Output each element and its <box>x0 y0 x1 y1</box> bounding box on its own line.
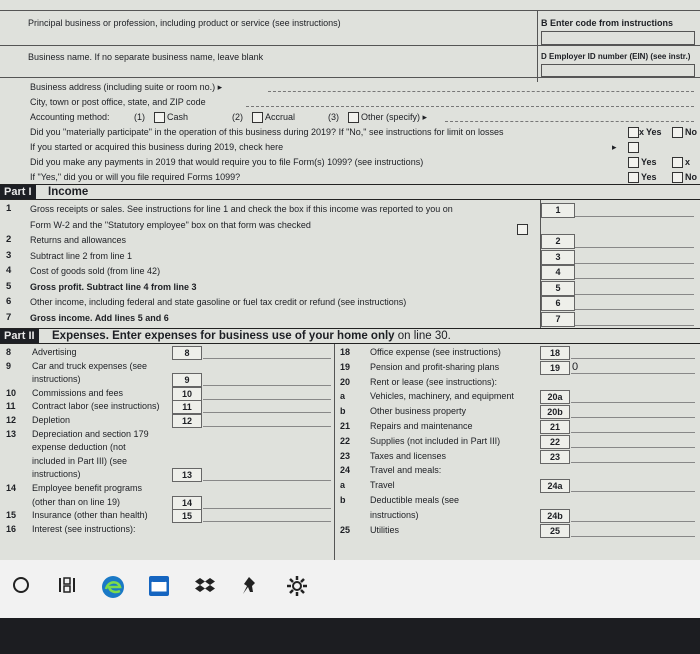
line-box: 2 <box>541 234 575 249</box>
amount-field[interactable] <box>571 390 695 403</box>
line-box: 19 <box>540 361 570 375</box>
line-number: 9 <box>6 360 12 371</box>
line-box: 3 <box>541 250 575 265</box>
part2-title-only: only <box>370 330 395 342</box>
ifyes-yes-label: Yes <box>641 172 657 182</box>
line-text: Commissions and fees <box>32 387 124 398</box>
line-box: 20a <box>540 390 570 404</box>
line-number: 22 <box>340 435 351 446</box>
line-text: Travel <box>370 480 395 491</box>
line-box: 23 <box>540 450 570 464</box>
line-text: Employee benefit programs <box>32 483 143 493</box>
amount-field[interactable] <box>571 435 695 448</box>
q1099-yes-label: Yes <box>641 157 657 167</box>
line-box: 10 <box>172 387 202 401</box>
opt2-num: (2) <box>232 112 243 122</box>
pin-icon[interactable] <box>236 574 266 604</box>
line-text: Other income, including federal and state gasoline or fuel tax credit or refund (see instructions) <box>30 297 407 307</box>
amount-field[interactable] <box>203 346 331 359</box>
mp-no-checkbox[interactable] <box>672 127 683 138</box>
line-text: Returns and allowances <box>30 235 127 245</box>
search-circle-icon[interactable] <box>6 574 36 604</box>
line-number: 25 <box>340 524 351 535</box>
line-text: Taxes and licenses <box>370 450 447 461</box>
line-text: Form W-2 and the "Statutory employee" box on that form was checked <box>30 219 311 230</box>
ein-field[interactable] <box>541 64 695 77</box>
line-box: 18 <box>540 346 570 360</box>
taskbar <box>0 560 700 618</box>
amount-field[interactable] <box>571 420 695 433</box>
line-text: Vehicles, machinery, and equipment <box>370 391 514 402</box>
box-b-code-field[interactable] <box>541 31 695 45</box>
accounting-method-label: Accounting method: <box>30 112 110 122</box>
line-number: 16 <box>6 523 17 534</box>
opt3-num: (3) <box>328 112 339 122</box>
amount-field[interactable] <box>571 405 695 418</box>
laptop-bezel <box>0 618 700 654</box>
line-text: Utilities <box>370 524 400 535</box>
line-box: 11 <box>172 400 202 414</box>
line-number: 13 <box>6 428 17 439</box>
line-box: 7 <box>541 312 575 327</box>
line-text: Depreciation and section 179 <box>32 428 149 439</box>
rule <box>0 45 700 46</box>
amount-value[interactable]: 0 <box>572 360 579 373</box>
line-number: 5 <box>6 280 12 292</box>
line-box: 14 <box>172 496 202 510</box>
amount-field[interactable] <box>203 387 331 400</box>
line-box: 24b <box>540 509 570 523</box>
line-text: Cost of goods sold (from line 42) <box>30 266 161 276</box>
part2-badge: Part II <box>0 329 39 343</box>
part2-title-main: Expenses. Enter expenses for business use of your home <box>52 330 371 342</box>
amount-field[interactable] <box>571 361 695 374</box>
acquired-question: If you started or acquired this business during 2019, check here <box>30 142 284 152</box>
line-box: 21 <box>540 420 570 434</box>
line-number: 15 <box>6 510 17 521</box>
accrual-label: Accrual <box>265 112 296 122</box>
amount-field[interactable] <box>203 414 331 427</box>
line-number: 4 <box>6 265 12 276</box>
cash-checkbox[interactable] <box>154 112 165 123</box>
q1099-yes-checkbox[interactable] <box>628 157 639 168</box>
amount-field[interactable] <box>575 296 694 310</box>
line-box: 5 <box>541 281 575 296</box>
line-text: Travel and meals: <box>370 465 442 476</box>
rule <box>0 10 700 11</box>
line-number: 1 <box>6 203 12 214</box>
amount-field[interactable] <box>203 496 331 509</box>
amount-field[interactable] <box>575 203 694 217</box>
part2-title-end: on line 30. <box>394 330 451 342</box>
accrual-checkbox[interactable] <box>252 112 263 123</box>
line-number: 20 <box>340 376 351 387</box>
rule <box>0 184 700 185</box>
line-box: 25 <box>540 524 570 538</box>
rule <box>0 328 700 329</box>
divider <box>540 200 541 328</box>
opt1-num: (1) <box>134 112 145 122</box>
principal-business-label: Principal business or profession, including product or service (see instructions) <box>28 18 341 28</box>
line-number: 19 <box>340 361 351 372</box>
line-text: included in Part III) (see <box>32 455 128 466</box>
box-d-label: D Employer ID number (EIN) (see instr.) <box>541 52 691 61</box>
line-box: 20b <box>540 405 570 419</box>
amount-field[interactable] <box>575 281 694 295</box>
box-b-label: B Enter code from instructions <box>541 18 674 28</box>
line-text: Insurance (other than health) <box>32 510 148 521</box>
city-field[interactable] <box>246 106 694 107</box>
line-text: instructions) <box>370 509 419 520</box>
line-text: Advertising <box>32 347 77 357</box>
mp-no-label: No <box>685 127 697 137</box>
line-text: Gross profit. Subtract line 4 from line 3 <box>30 281 197 292</box>
amount-field[interactable] <box>571 450 695 463</box>
line-number: b <box>340 406 346 417</box>
rule <box>0 199 700 200</box>
line-number: 6 <box>6 296 12 307</box>
line-text: Rent or lease (see instructions): <box>370 376 498 387</box>
other-field[interactable] <box>445 121 694 122</box>
line-number: 10 <box>6 387 17 398</box>
line-text: expense deduction (not <box>32 442 126 453</box>
amount-field[interactable] <box>575 250 694 264</box>
mail-icon[interactable] <box>144 574 174 604</box>
amount-field[interactable] <box>203 509 331 522</box>
line-number: 11 <box>6 401 16 412</box>
rule <box>0 77 700 78</box>
divider <box>334 344 335 560</box>
line-box: 8 <box>172 346 202 360</box>
line-text: (other than on line 19) <box>32 496 121 507</box>
other-label: Other (specify) ▸ <box>361 112 428 122</box>
mp-yes-mark: x <box>639 127 645 137</box>
amount-field[interactable] <box>575 312 694 326</box>
line-box: 6 <box>541 296 575 311</box>
cash-label: Cash <box>167 112 189 122</box>
payments-1099-question: Did you make any payments in 2019 that would require you to file Form(s) 1099? (see instructions) <box>30 157 424 167</box>
line-box: 4 <box>541 265 575 280</box>
settings-icon[interactable] <box>282 574 312 604</box>
line-number: 8 <box>6 347 12 357</box>
line-number: 18 <box>340 347 351 357</box>
part1-badge: Part I <box>0 185 36 199</box>
line-box: 15 <box>172 509 202 523</box>
line-number: 24 <box>340 465 351 476</box>
line-text: Supplies (not included in Part III) <box>370 435 501 446</box>
statutory-employee-checkbox[interactable] <box>517 224 528 235</box>
amount-field[interactable] <box>203 400 331 413</box>
amount-field[interactable] <box>571 346 695 359</box>
line-text: Subtract line 2 from line 1 <box>30 250 133 261</box>
line-text: Deductible meals (see <box>370 495 460 505</box>
amount-field[interactable] <box>575 265 694 279</box>
amount-field[interactable] <box>203 468 331 481</box>
line-number: 3 <box>6 249 12 261</box>
q1099-no-mark: x <box>685 157 691 167</box>
line-box: 13 <box>172 468 202 482</box>
part1-title: Income <box>48 186 89 198</box>
line-text: Interest (see instructions): <box>32 523 136 534</box>
line-number: b <box>340 495 346 505</box>
line-text: Depletion <box>32 415 71 425</box>
if-yes-question: If "Yes," did you or will you file required Forms 1099? <box>30 172 241 182</box>
divider <box>537 10 538 82</box>
line-number: 23 <box>340 450 351 461</box>
business-address-label: Business address (including suite or room no.) ▸ <box>30 82 223 92</box>
line-text: instructions) <box>32 374 81 385</box>
line-box: 1 <box>541 203 575 218</box>
other-checkbox[interactable] <box>348 112 359 123</box>
line-number: a <box>340 391 346 402</box>
amount-field[interactable] <box>571 524 695 537</box>
ifyes-yes-checkbox[interactable] <box>628 172 639 183</box>
line-text: instructions) <box>32 469 81 480</box>
ifyes-no-label: No <box>685 172 697 182</box>
ifyes-no-checkbox[interactable] <box>672 172 683 183</box>
amount-field[interactable] <box>571 509 695 522</box>
rule <box>0 343 700 344</box>
line-text: Office expense (see instructions) <box>370 347 501 357</box>
q1099-no-checkbox[interactable] <box>672 157 683 168</box>
line-number: 7 <box>6 311 12 323</box>
business-name-label: Business name. If no separate business name, leave blank <box>28 52 264 62</box>
address-field[interactable] <box>268 91 694 92</box>
acquired-checkbox[interactable] <box>628 142 639 153</box>
amount-field[interactable] <box>571 479 695 492</box>
line-box: 22 <box>540 435 570 449</box>
task-view-icon[interactable] <box>52 574 82 604</box>
line-box: 24a <box>540 479 570 493</box>
amount-field[interactable] <box>203 373 331 386</box>
line-text: Repairs and maintenance <box>370 421 473 431</box>
edge-icon[interactable] <box>98 574 128 604</box>
line-number: 14 <box>6 483 17 493</box>
line-text: Car and truck expenses (see <box>32 360 148 371</box>
line-text: Gross receipts or sales. See instructions for line 1 and check the box if this income was reported to you on <box>30 204 453 214</box>
line-number: 2 <box>6 234 12 245</box>
line-text: Gross income. Add lines 5 and 6 <box>30 312 169 323</box>
arrow-icon: ▸ <box>612 142 617 152</box>
mp-yes-checkbox[interactable] <box>628 127 639 138</box>
line-number: 12 <box>6 415 17 425</box>
dropbox-icon[interactable] <box>190 574 220 604</box>
line-box: 12 <box>172 414 202 428</box>
amount-field[interactable] <box>575 234 694 248</box>
part2-title <box>52 330 451 342</box>
material-participation-question: Did you "materially participate" in the operation of this business during 2019? If "No," see instructions for limit on losses <box>30 127 504 137</box>
line-text: Contract labor (see instructions) <box>32 401 160 412</box>
mp-yes-label: Yes <box>646 127 662 137</box>
line-box: 9 <box>172 373 202 387</box>
line-text: Other business property <box>370 406 467 417</box>
line-text: Pension and profit-sharing plans <box>370 361 500 372</box>
line-number: 21 <box>340 421 351 431</box>
line-number: a <box>340 480 346 491</box>
city-label: City, town or post office, state, and ZIP code <box>30 97 206 107</box>
